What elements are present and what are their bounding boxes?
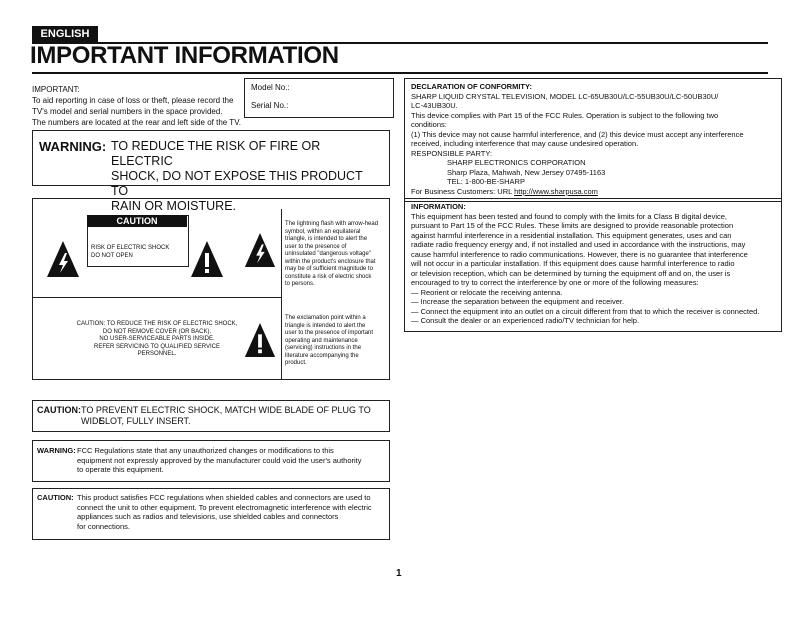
caution-symbols-panel [32,198,390,380]
information-line: cause harmful interference to radio communications. However, there is no guarantee that interference [411,249,748,259]
information-line: — Connect the equipment into an outlet on a circuit different from that to which the receiver is connected. [411,306,760,316]
party-line: Sharp Plaza, Mahwah, New Jersey 07495-1163 [447,167,606,177]
caution-lower-line: NO USER-SERVICEABLE PARTS INSIDE. [99,336,215,342]
fcc-warning-line: FCC Regulations state that any unauthorized changes or modifications to this [77,446,334,455]
information-line: will not occur in a particular installation. If this equipment does cause harmful interference to radio [411,259,735,268]
lightning-desc-line: to persons. [285,281,315,287]
fcc-caution-line: appliances such as radios and televisions, use shielded cables and connectors [77,512,339,521]
fcc-warning-line: equipment not expressly approved by the manufacturer could void the user's authority [77,455,362,465]
declaration-line: SHARP LIQUID CRYSTAL TELEVISION, MODEL LC-65UB30U/LC-55UB30U/LC-50UB30U/ [411,91,719,101]
fcc-warning-box [32,440,390,482]
exclaim-desc-line: literature accompanying the [285,352,359,359]
exclaim-desc-line: product. [285,360,307,366]
important-line: The numbers are located at the rear and left side of the TV. [32,118,242,127]
caution-banner-text [91,245,169,260]
page-number: 1 [396,568,402,579]
title-rule [32,72,768,74]
model-serial-box [244,78,394,118]
exclaim-desc-line: (servicing) instructions in the [285,345,362,351]
fcc-caution-line: for connections. [77,521,130,531]
declaration-heading: DECLARATION OF CONFORMITY: [411,82,532,91]
warning-line: TO REDUCE THE RISK OF FIRE OR ELECTRIC [111,139,321,168]
information-line: radiate radio frequency energy and, if not installed and used in accordance with the instructions, may [411,240,746,249]
warning-label: WARNING: [39,139,107,154]
model-label: Model No.: [251,83,290,92]
fcc-warning-text [77,446,385,475]
declaration-line: conditions: [411,120,447,129]
fcc-caution-text [77,493,385,531]
warning-line: RAIN OR MOISTURE. [111,199,237,213]
lightning-desc-line: symbol, within an equilateral [285,228,361,235]
caution-banner: CAUTION [87,215,187,227]
fcc-caution-box [32,488,390,540]
information-line: — Reorient or relocate the receiving antenna. [411,287,563,297]
declaration-line: This device complies with Part 15 of the FCC Rules. Operation is subject to the following two [411,110,719,120]
lightning-description [285,221,389,289]
fcc-warning-label: WARNING: [37,446,76,455]
language-tab: ENGLISH [32,26,98,42]
fcc-caution-line: connect the unit to other equipment. To prevent electromagnetic interference with electric [77,502,372,512]
information-line: or television reception, which can be determined by turning the equipment off and on, the user is [411,268,731,278]
lightning-desc-line: constitute a risk of electric shock [285,273,372,280]
declaration-line: received, including interference that may cause undesired operation. [411,139,639,148]
caution-banner-line: RISK OF ELECTRIC SHOCK [91,245,170,251]
page-title: IMPORTANT INFORMATION [30,42,339,69]
information-box [404,198,782,332]
lightning-desc-line: The lightning flash with arrow-head [285,221,379,227]
plug-caution-box [32,400,390,432]
lightning-desc-line: triangle, is intended to alert the [285,236,368,242]
exclaim-desc-line: triangle is intended to alert the [285,322,366,329]
caution-lower-line: REFER SERVICING TO QUALIFIED SERVICE [94,343,220,350]
information-heading: INFORMATION: [411,202,466,211]
business-line [411,187,775,197]
information-line: against harmful interference in a residential installation. This equipment generates, uses and can [411,230,732,240]
information-line: This equipment has been tested and found to comply with the limits for a Class B digital device, [411,211,727,221]
sharpusa-link[interactable]: http://www.sharpusa.com [514,186,598,196]
exclaim-desc-line: operating and maintenance [285,337,358,344]
caution-lower-line: DO NOT REMOVE COVER (OR BACK). [102,328,212,335]
lightning-desc-line: user to the presence of [285,243,347,250]
plug-caution-line: TO PREVENT ELECTRIC SHOCK, MATCH WIDE BLADE OF PLUG TO WIDE [81,405,371,426]
lightning-desc-line: may be of sufficient magnitude to [285,266,373,272]
important-line: To aid reporting in case of loss or theft, please record the [32,96,234,105]
information-line: encouraged to try to correct the interference by one or more of the following measures: [411,278,699,287]
declaration-line: (1) This device may not cause harmful interference, and (2) this device must accept any interference [411,129,744,139]
caution-lower-text [39,321,275,359]
plug-caution-label: CAUTION: [37,405,81,415]
warning-line: SHOCK, DO NOT EXPOSE THIS PRODUCT TO [111,169,363,198]
party-line: TEL: 1-800-BE-SHARP [447,177,525,186]
exclaim-desc-line: user to the presence of important [285,330,374,336]
serial-label: Serial No.: [251,101,289,110]
exclaim-desc-line: The exclamation point within a [285,315,366,321]
exclamation-description [285,315,389,368]
business-prefix: For Business Customers: URL [411,186,515,196]
caution-banner-line: DO NOT OPEN [91,252,133,259]
fcc-caution-label: CAUTION: [37,493,74,502]
declaration-line: RESPONSIBLE PARTY: [411,148,493,158]
caution-lower-line: CAUTION: TO REDUCE THE RISK OF ELECTRIC SHOCK, [76,321,238,327]
lightning-desc-line: uninsulated "dangerous voltage" [285,251,371,257]
declaration-box [404,78,782,202]
responsible-party [411,158,775,187]
fcc-warning-line: to operate this equipment. [77,465,164,474]
important-heading: IMPORTANT: [32,85,80,94]
lightning-triangle-icon [45,239,81,279]
exclamation-triangle-icon [189,239,225,279]
lightning-triangle-icon [243,231,277,269]
important-line: TV's model and serial numbers in the space provided. [32,107,223,116]
important-note [32,84,242,128]
plug-caution-line: SLOT, FULLY INSERT. [99,416,191,426]
party-line: SHARP ELECTRONICS CORPORATION [447,158,586,167]
information-line: — Increase the separation between the equipment and receiver. [411,297,625,306]
information-line: — Consult the dealer or an experienced radio/TV technician for help. [411,316,640,325]
lightning-desc-line: within the product's enclosure that [285,258,376,265]
fire-warning-box [32,130,390,213]
information-line: pursuant to Part 15 of the FCC Rules. These limits are designed to provide reasonable protection [411,221,734,230]
fcc-caution-line: This product satisfies FCC regulations when shielded cables and connectors are used to [77,493,371,502]
caution-lower-line: PERSONNEL. [137,351,177,357]
exclamation-triangle-icon [243,321,277,359]
declaration-line: LC-43UB30U. [411,101,458,110]
